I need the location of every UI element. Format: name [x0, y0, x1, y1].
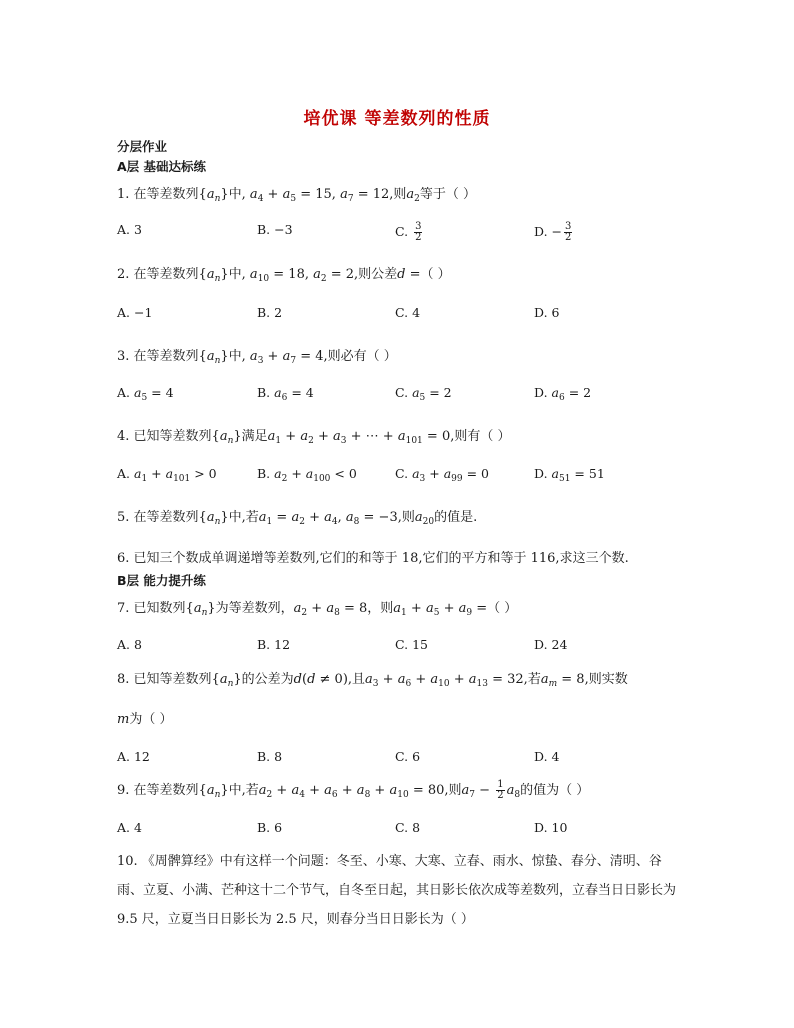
- option-d[interactable]: D. $a_6 = 2$: [534, 385, 592, 403]
- option-b[interactable]: B. 12: [257, 637, 291, 652]
- option-d[interactable]: D. 10: [534, 820, 568, 835]
- option-b[interactable]: B. $a_2 + a_{100} < 0$: [257, 466, 357, 484]
- option-d[interactable]: D. 6: [534, 305, 560, 320]
- option-c[interactable]: C. 6: [395, 749, 421, 764]
- question-9: 9. 在等差数列$\{a_n\}$中,若$a_2 + a_4 + a_6 + a_8 + a_{10} = 80$,则$a_7$ − $\frac{1}{2}$ $a_8$的值为（ ）: [117, 779, 590, 801]
- option-d[interactable]: D. $a_{51} = 51$: [534, 466, 605, 484]
- question-1-options: [117, 221, 677, 243]
- option-c[interactable]: C. 15: [395, 637, 428, 652]
- option-d[interactable]: D. 4: [534, 749, 560, 764]
- option-a[interactable]: A. 8: [117, 637, 142, 652]
- level-a-heading: A层 基础达标练: [117, 159, 207, 174]
- question-number: 5.: [117, 510, 130, 525]
- question-10: 10. 《周髀算经》中有这样一个问题：冬至、小寒、大寒、立春、雨水、惊蛰、春分、清明、谷雨、立夏、小满、芒种这十二个节气，自冬至日起，其日影长依次成等差数列，立春当日日影长为 9.5 尺，立夏当日日影长为 2.5 尺，则春分当日日影长为（ ）: [117, 854, 677, 927]
- section-heading: 分层作业: [117, 139, 168, 154]
- question-2-options: [117, 305, 677, 323]
- question-8: 8. 已知等差数列$\{a_n\}$的公差为d(d ≠ 0),且$a_3 + a_6 + a_{10} + a_{13} = 32$,若$a_m = 8$,则实数: [117, 672, 628, 689]
- question-3: 3. 在等差数列$\{a_n\}$中, $a_3 + a_7 = 4$,则必有（ ）: [117, 349, 397, 366]
- option-c[interactable]: C. 8: [395, 820, 421, 835]
- option-c[interactable]: C. $a_5 = 2$: [395, 385, 452, 403]
- question-number: 8.: [117, 672, 130, 687]
- option-a[interactable]: A. $a_1 + a_{101} > 0$: [117, 466, 217, 484]
- question-5: 5. 在等差数列$\{a_n\}$中,若$a_1 = a_2 + a_4$, $a_8 = -3$,则$a_{20}$的值是.: [117, 510, 478, 527]
- question-7-options: [117, 637, 677, 655]
- level-b-heading: B层 能力提升练: [117, 573, 206, 588]
- question-number: 9.: [117, 783, 130, 798]
- question-1: 1. 在等差数列$\{a_n\}$中, $a_4 + a_5 = 15$, $a_7 = 12$,则$a_2$等于（ ）: [117, 187, 477, 204]
- option-b[interactable]: B. −3: [257, 222, 293, 237]
- question-number: 2.: [117, 267, 130, 282]
- question-number: 1.: [117, 187, 130, 202]
- question-8-options: [117, 749, 677, 767]
- option-d[interactable]: D. − $\frac{3}{2}$: [534, 221, 572, 243]
- option-a[interactable]: A. 4: [117, 820, 142, 835]
- option-d[interactable]: D. 24: [534, 637, 568, 652]
- option-c[interactable]: C. $\frac{3}{2}$: [395, 221, 422, 243]
- option-b[interactable]: B. 8: [257, 749, 283, 764]
- question-number: 3.: [117, 349, 130, 364]
- question-8-continuation: m为（ ）: [117, 712, 173, 727]
- option-b[interactable]: B. 6: [257, 820, 283, 835]
- option-c[interactable]: C. 4: [395, 305, 421, 320]
- question-number: 7.: [117, 601, 130, 616]
- option-a[interactable]: A. 3: [117, 222, 142, 237]
- question-3-options: [117, 385, 677, 403]
- question-9-options: [117, 820, 677, 838]
- question-4: 4. 已知等差数列$\{a_n\}$满足$a_1 + a_2 + a_3$ + ⋯ + $a_{101} = 0$,则有（ ）: [117, 429, 511, 446]
- question-2: 2. 在等差数列$\{a_n\}$中, $a_{10} = 18$, $a_2 = 2$,则公差d =（ ）: [117, 267, 451, 284]
- question-7: 7. 已知数列$\{a_n\}$为等差数列，$a_2 + a_8 = 8$，则$a_1 + a_5 + a_9$ =（ ）: [117, 601, 518, 618]
- option-c[interactable]: C. $a_3 + a_{99} = 0$: [395, 466, 489, 484]
- option-b[interactable]: B. 2: [257, 305, 283, 320]
- option-a[interactable]: A. $a_5 = 4$: [117, 385, 174, 403]
- question-number: 6.: [117, 551, 130, 566]
- page-title: 培优课 等差数列的性质: [303, 109, 491, 129]
- question-number: 4.: [117, 429, 130, 444]
- question-text: 已知三个数成单调递增等差数列,它们的和等于 18,它们的平方和等于 116,求这三个数.: [133, 551, 629, 566]
- option-a[interactable]: A. 12: [117, 749, 150, 764]
- option-b[interactable]: B. $a_6 = 4$: [257, 385, 314, 403]
- option-a[interactable]: A. −1: [117, 305, 153, 320]
- question-4-options: [117, 466, 677, 484]
- question-6: [117, 547, 629, 566]
